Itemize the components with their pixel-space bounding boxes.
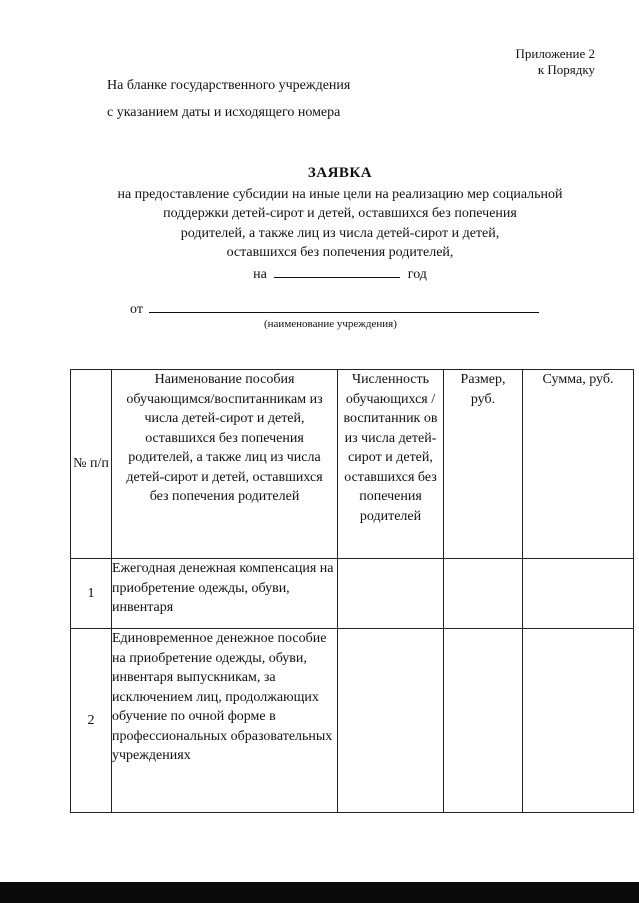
table-row (71, 629, 634, 813)
header-recipient-count: Численность обучающихся /воспитанник ов из числа детей-сирот и детей, оставшихся без попечения родителей (338, 370, 444, 559)
from-label: от (130, 302, 143, 317)
year-line (60, 263, 620, 285)
row-benefit-name: Ежегодная денежная компенсация на приобретение одежды, обуви, инвентаря (112, 559, 338, 629)
institution-blank (149, 298, 539, 313)
table-header-row (71, 370, 634, 559)
scan-edge-bar (0, 882, 639, 903)
title-line: родителей, а также лиц из числа детей-сирот и детей, (180, 225, 500, 241)
benefits-table (70, 369, 634, 813)
year-blank (274, 263, 400, 278)
letterhead-note-line1: На бланке государственного учреждения (107, 78, 351, 93)
title-line: на предоставление субсидии на иные цели на реализацию мер социальной (117, 186, 563, 202)
year-prefix: на (253, 266, 267, 282)
row-benefit-name: Единовременное денежное пособие на приобретение одежды, обуви, инвентаря выпускникам, за исключением лиц, продолжающих обучение по очной форме в профессиональных образовательных учреждениях (112, 629, 338, 813)
header-amount: Размер, руб. (444, 370, 523, 559)
year-suffix: год (407, 266, 427, 282)
document-title-block (60, 164, 620, 284)
row-recipient-count (338, 559, 444, 629)
row-amount (444, 559, 523, 629)
row-total (523, 629, 634, 813)
table-row (71, 559, 634, 629)
appendix-number: Приложение 2 (515, 46, 595, 61)
title-line: поддержки детей-сирот и детей, оставшихся без попечения (163, 206, 517, 221)
row-total (523, 559, 634, 629)
document-title: ЗАЯВКА (307, 165, 373, 181)
header-total: Сумма, руб. (523, 370, 634, 559)
row-number: 1 (71, 559, 112, 629)
row-amount (444, 629, 523, 813)
from-line (130, 298, 539, 318)
letterhead-note-line2: с указанием даты и исходящего номера (107, 105, 341, 120)
row-recipient-count (338, 629, 444, 813)
appendix-label (515, 46, 595, 78)
header-number: № п/п (71, 370, 112, 559)
appendix-procedure: к Порядку (537, 62, 595, 77)
institution-hint: (наименование учреждения) (264, 318, 397, 330)
row-number: 2 (71, 629, 112, 813)
header-benefit-name: Наименование пособия обучающимся/воспитанникам из числа детей-сирот и детей, оставшихся без попечения родителей, а также лиц из числа детей-сирот и детей, оставшихся без попечения родителей (112, 370, 338, 559)
title-line: оставшихся без попечения родителей, (226, 245, 454, 260)
